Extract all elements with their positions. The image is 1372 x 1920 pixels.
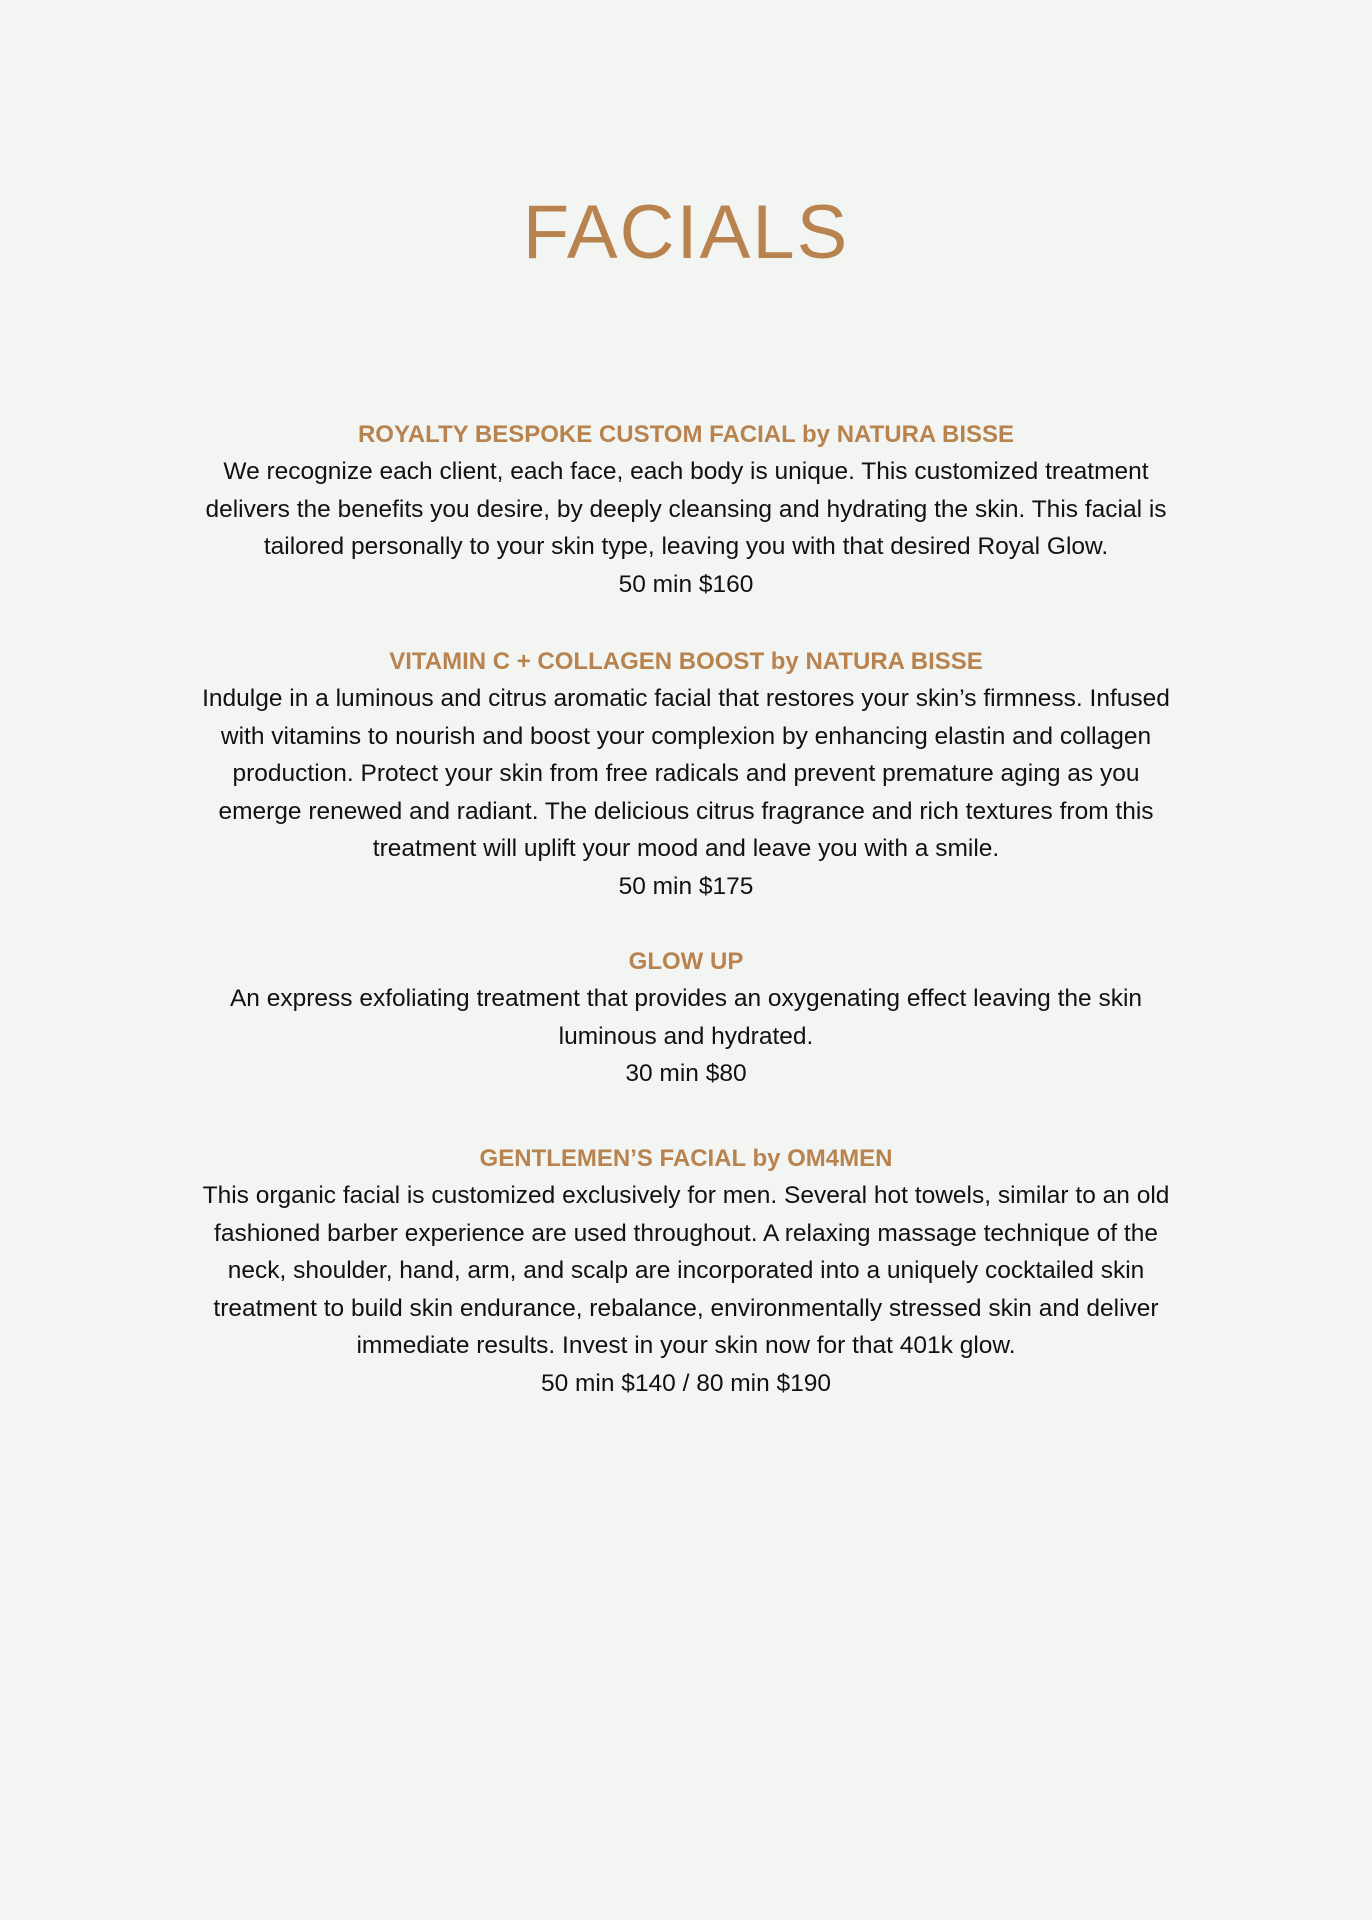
service-description-line: emerge renewed and radiant. The delicious citrus fragrance and rich textures from this [218,797,1154,825]
service-description-line: neck, shoulder, hand, arm, and scalp are incorporated into a uniquely cocktailed skin [227,1257,1145,1285]
service-royalty-bespoke [0,417,1372,603]
service-glow-up [0,944,1372,1093]
page-title: FACIALS [522,190,850,275]
service-description-line: immediate results. Invest in your skin now for that 401k glow. [356,1332,1016,1360]
service-description-line: fashioned barber experience are used throughout. A relaxing massage technique of the [214,1219,1158,1247]
service-description-line: We recognize each client, each face, each body is unique. This customized treatment [223,458,1149,485]
service-name: ROYALTY BESPOKE CUSTOM FACIAL by NATURA BISSE [357,421,1015,448]
service-price: 30 min $80 [625,1060,747,1088]
service-description-line: This organic facial is customized exclusively for men. Several hot towels, similar to an old [202,1182,1170,1209]
service-description-line: An express exfoliating treatment that provides an oxygenating effect leaving the skin [229,985,1143,1012]
service-name: GLOW UP [628,948,744,975]
service-name: GENTLEMEN’S FACIAL by OM4MEN [479,1145,893,1172]
service-name: VITAMIN C + COLLAGEN BOOST by NATURA BISSE [389,648,983,675]
service-vitamin-c [0,644,1372,906]
service-price: 50 min $175 [618,872,754,900]
service-description-line: treatment will uplift your mood and leave you with a smile. [372,835,1000,863]
service-price: 50 min $140 / 80 min $190 [540,1369,832,1397]
service-description-line: production. Protect your skin from free radicals and prevent premature aging as you [232,760,1140,788]
service-description-line: delivers the benefits you desire, by deeply cleansing and hydrating the skin. This facial is [205,495,1167,523]
service-price: 50 min $160 [618,570,754,598]
service-description-line: tailored personally to your skin type, leaving you with that desired Royal Glow. [263,533,1109,561]
service-gentlemens-facial [0,1141,1372,1403]
service-description-line: treatment to build skin endurance, rebalance, environmentally stressed skin and deliver [213,1294,1159,1322]
service-description-line: Indulge in a luminous and citrus aromatic facial that restores your skin’s firmness. Infused [202,685,1170,712]
service-description-line: luminous and hydrated. [558,1022,814,1050]
service-description-line: with vitamins to nourish and boost your complexion by enhancing elastin and collagen [220,722,1152,750]
